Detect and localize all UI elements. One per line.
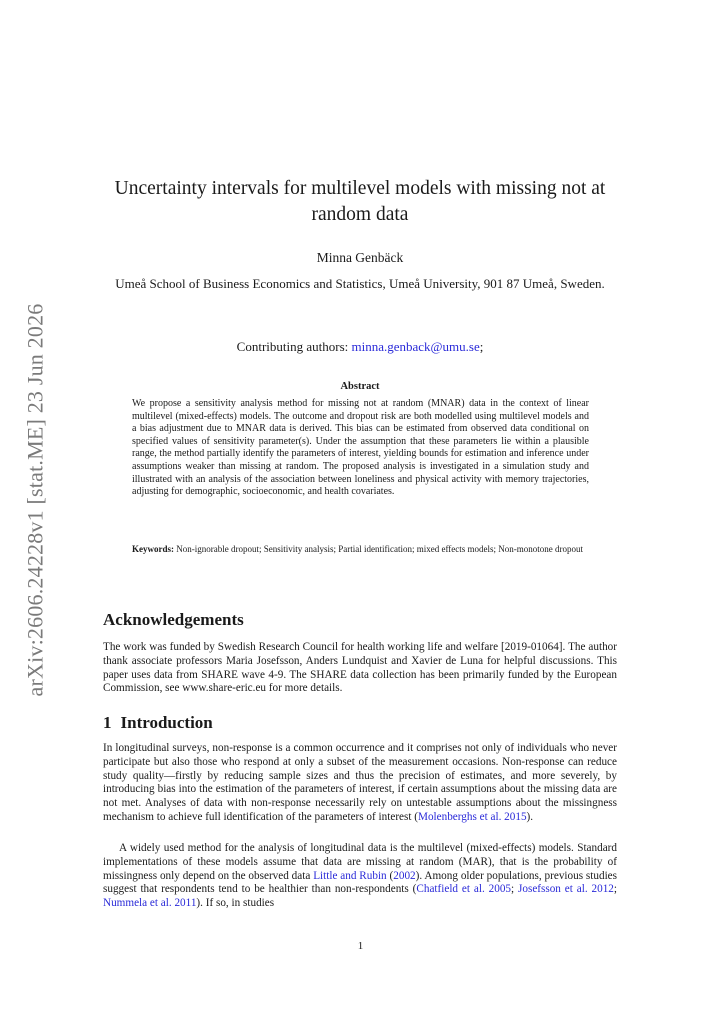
arxiv-identifier-text: arXiv:2606.24228v1 [stat.ME] 23 Jun 2026 <box>22 303 47 697</box>
paragraph-text-continued: Among older populations, previous studies suggest that respondents tend to be healthier than non-respondents ( <box>103 869 617 896</box>
paragraph-text: A widely used method for the analysis of longitudinal data is the multilevel (mixed-effects) models. Standard implementations of these models assume that data are missing at random (MAR), that is the probability of missingness only depend on the observed data <box>103 842 617 882</box>
contributing-authors-suffix: ; <box>479 339 484 354</box>
introduction-heading <box>103 713 213 733</box>
citation-close-paren: ). <box>415 869 423 882</box>
page-number: 1 <box>357 940 364 952</box>
keywords-text: Non-ignorable dropout; Sensitivity analysis; Partial identification; mixed effects models; Non-monotone dropout <box>174 544 584 554</box>
acknowledgements-heading: Acknowledgements <box>103 610 244 629</box>
paragraph-text-end: ). <box>526 810 534 823</box>
author-email-link[interactable]: minna.genback@umu.se <box>351 339 480 354</box>
citation-link-molenberghs[interactable]: Molenberghs et al. 2015 <box>418 810 527 823</box>
citation-link-chatfield[interactable]: Chatfield et al. 2005 <box>416 883 512 896</box>
citation-separator: ; <box>511 883 519 896</box>
author-affiliation: Umeå School of Business Economics and Statistics, Umeå University, 901 87 Umeå, Sweden. <box>115 276 605 291</box>
acknowledgements-text: The work was funded by Swedish Research Council for health working life and welfare [2019-01064]. The author thank associate professors Maria Josefsson, Anders Lundquist and Xavier de Luna for helpful discussions. This paper uses data from SHARE wave 4-9. The SHARE data collection has been primarily funded by the European Commission, see www.share-eric.eu for more details. <box>103 641 617 695</box>
introduction-paragraph-2 <box>103 842 617 911</box>
abstract-text: We propose a sensitivity analysis method for missing not at random (MNAR) data in the context of linear multilevel (mixed-effects) models. The outcome and dropout risk are both modelled using multilevel models and a bias adjustment due to MNAR data is derived. This bias can be estimated from observed data conditional on specified values of sensitivity parameter(s). Under the assumption that these parameters lie within a plausible range, the method partially identify the parameters of interest, yielding bounds for estimation and inference under assumptions weaker than missing at random. The proposed analysis is investigated in a simulation study and illustrated with an analysis of the association between loneliness and physical activity with memory trajectories, adjusting for demographic, socioeconomic, and health covariates. <box>132 398 589 498</box>
paragraph-text: In longitudinal surveys, non-response is a common occurrence and it comprises not only of individuals who never participate but also those who respond at only a subset of the measurement occasions. Non-response can reduce study quality—firstly by reducing sample sizes and thus the precision of estimates, and more severely, by introducing bias into the estimation of the parameters of interest, if certain assumptions about the missing data are not met. Analyses of data with non-response necessarily rely on untestable assumptions about the missingness mechanism to achieve full identification of the parameters of interest ( <box>103 742 617 823</box>
paper-title: Uncertainty intervals for multilevel models with missing not at random data <box>114 178 606 225</box>
contributing-authors <box>100 339 620 355</box>
keywords <box>132 544 589 556</box>
paragraph-text-end: ). If so, in studies <box>196 897 275 910</box>
author-name: Minna Genbäck <box>316 250 404 265</box>
arxiv-identifier-stamp <box>18 290 52 710</box>
introduction-paragraph-1 <box>103 742 617 825</box>
citation-open-paren: ( <box>386 869 394 882</box>
citation-link-little-rubin-year[interactable]: 2002 <box>393 869 416 882</box>
citation-link-nummela[interactable]: Nummela et al. 2011 <box>103 897 197 910</box>
citation-separator: ; <box>613 883 618 896</box>
section-title: Introduction <box>120 713 213 732</box>
section-number: 1 <box>103 713 112 732</box>
abstract-heading: Abstract <box>340 381 380 392</box>
contributing-authors-label: Contributing authors: <box>236 339 352 354</box>
keywords-label: Keywords: <box>132 544 174 554</box>
citation-link-josefsson[interactable]: Josefsson et al. 2012 <box>518 883 614 896</box>
citation-link-little-rubin[interactable]: Little and Rubin <box>313 869 387 882</box>
